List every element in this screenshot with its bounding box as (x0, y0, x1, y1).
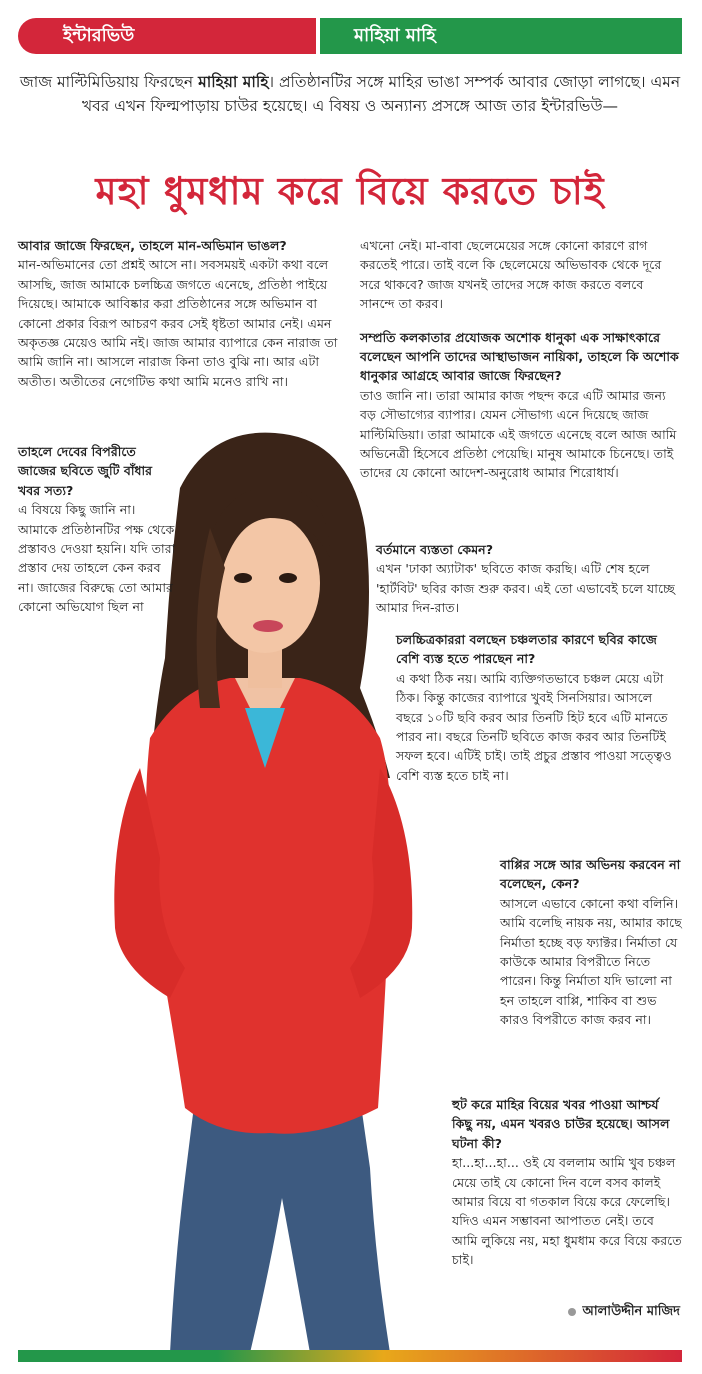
intro-text-2: । প্রতিষ্ঠানটির সঙ্গে মাহির ভাঙা সম্পর্ক আবার জোড়া লাগছে। এমন খবর এখন ফিল্মপাড়ায় চাউর হয়েছে। এ বিষয় ও অন্যান্য প্রসঙ্গে আজ তার ইন্টারভিউ— (81, 73, 681, 115)
question: বর্তমানে ব্যস্ততা কেমন? (376, 542, 494, 557)
answer: এ কথা ঠিক নয়। আমি ব্যক্তিগতভাবে চঞ্চল মেয়ে এটা ঠিক। কিন্তু কাজের ব্যাপারে খুবই সিনসিয়ার। আসলে বছরে ১০টি ছবি করব আর তিনটি হিট হবে এটি মানতে পারব না। বছরে তিনটি ছবিতে কাজ করব আর তিনটিই সফল হবে। এটিই চাই। তাই প্রচুর প্রস্তাব পাওয়া সত্ত্বেও বেশি ব্যস্ত হতে চাই না। (396, 670, 672, 783)
answer: এখনো নেই। মা-বাবা ছেলেমেয়ের সঙ্গে কোনো কারণে রাগ করতেই পারে। তাই বলে কি ছেলেমেয়ে অভিভাবক থেকে দূরে সরে থাকবে? জাজ যখনই তাদের সঙ্গে কাজ করতে বলবে সানন্দে তা করব। (360, 238, 662, 312)
answer: এ বিষয়ে কিছু জানি না। আমাকে প্রতিষ্ঠানটির পক্ষ থেকে প্রস্তাবও দেওয়া হয়নি। যদি তারা প্রস্তাব দেয় তাহলে কেন করব না। জাজের বিরুদ্ধে তো আমার কোনো অভিযোগ ছিল না (18, 502, 176, 615)
right-column-last (452, 1095, 682, 1284)
qa-item (18, 442, 178, 617)
qa-item (500, 855, 682, 1030)
qa-item (452, 1095, 682, 1270)
left-column (18, 236, 348, 405)
intro-text-1: জাজ মাল্টিমিডিয়ায় ফিরছেন (19, 73, 199, 91)
qa-item (376, 540, 682, 618)
question: চলচ্চিত্রকাররা বলছেন চঞ্চলতার কারণে ছবির কাজে বেশি ব্যস্ত হতে পারছেন না? (396, 632, 657, 667)
question: তাহলে দেবের বিপরীতে জাজের ছবিতে জুটি বাঁধার খবর সত্য? (18, 444, 153, 498)
qa-item (18, 236, 348, 391)
question: হুট করে মাহির বিয়ের খবর পাওয়া আশ্চর্য কিছু নয়, এমন খবরও চাউর হয়েছে। আসল ঘটনা কী? (452, 1097, 670, 1151)
headline: মহা ধুমধাম করে বিয়ে করতে চাই (95, 169, 605, 213)
section-banner: ইন্টারভিউ (18, 18, 316, 54)
name-banner: মাহিয়া মাহি (320, 18, 682, 54)
qa-item (360, 328, 682, 483)
answer: এখন 'ঢাকা অ্যাটাক' ছবিতে কাজ করছি। এটি শেষ হলে 'হার্টবিট' ছবির কাজ শুরু করব। এই তো এভাবেই চলে যাচ্ছে আমার দিন-রাত। (376, 561, 675, 616)
intro-name: মাহিয়া মাহি (198, 73, 269, 91)
footer-color-bar (18, 1350, 682, 1362)
qa-item (396, 630, 682, 785)
question: বাপ্পির সঙ্গে আর অভিনয় করবেন না বলেছেন, কেন? (500, 857, 681, 892)
answer: আসলে এভাবে কোনো কথা বলিনি। আমি বলেছি নায়ক নয়, আমার কাছে নির্মাতা হচ্ছে বড় ফ্যাক্টর। নির্মাতা যে কাউকে আমার বিপরীতে নিতে পারেন। কিন্তু নির্মাতা যদি ভালো না হন তাহলে বাপ্পি, শাকিব বা শুভ কারও বিপরীতে কাজ করব না। (500, 895, 682, 1028)
bullet-icon (568, 1308, 576, 1316)
right-column-bottom (500, 855, 682, 1044)
answer: মান-অভিমানের তো প্রশ্নই আসে না। সবসময়ই একটা কথা বলে আসছি, জাজ আমাকে চলচ্চিত্র জগতে এনেছে, প্রতিষ্ঠা পাইয়ে দিয়েছে। আমাকে আবিষ্কার করা প্রতিষ্ঠানের সঙ্গে অভিমান বা কোনো প্রকার বিরূপ আচরণ করব সেই ধৃষ্টতা আমার নেই। এমন অকৃতজ্ঞ মেয়েও আমি নই। জাজ আমার ব্যাপারে কেন নারাজ তা আমি জানি না। আসলে নারাজ কিনা তাও বুঝি না। আর এটা অতীত। অতীতের নেগেটিভ কথা আমি মনেও রাখি না। (18, 257, 338, 389)
byline (568, 1302, 680, 1323)
author-name: আলাউদ্দীন মাজিদ (582, 1304, 680, 1319)
left-column-narrow (18, 442, 178, 631)
intro-paragraph (18, 70, 682, 118)
question: সম্প্রতি কলকাতার প্রযোজক অশোক ধানুকা এক সাক্ষাৎকারে বলেছেন আপনি তাদের আস্থাভাজন নায়িকা, তাহলে কি অশোক ধানুকার আগ্রহে আবার জাজে ফিরছেন? (360, 329, 679, 384)
answer: তাও জানি না। তারা আমার কাজ পছন্দ করে এটি আমার জন্য বড় সৌভাগ্যের ব্যাপার। যেমন সৌভাগ্য এনে দিয়েছে জাজ মাল্টিমিডিয়া। তারা আমাকে এই জগতে এনেছে বলে আজ আমি অভিনেত্রী হিসেবে প্রতিষ্ঠা পেয়েছি। মানুষ আমাকে চিনেছে। তাই তাদের যে কোনো আদেশ-অনুরোধ আমার শিরোধার্য। (360, 387, 677, 481)
qa-item (360, 236, 682, 314)
answer: হা...হা...হা... ওই যে বললাম আমি খুব চঞ্চল মেয়ে তাই যে কোনো দিন বলে বসব কালই আমার বিয়ে বা গতকাল বিয়ে করে ফেলেছি। যদিও এমন সম্ভাবনা আপাতত নেই। তবে আমি লুকিয়ে নয়, মহা ধুমধাম করে বিয়ে করতে চাই। (452, 1155, 682, 1268)
question: আবার জাজে ফিরছেন, তাহলে মান-অভিমান ভাঙল? (18, 238, 287, 253)
right-column-mid (376, 540, 682, 632)
right-column-top (360, 236, 682, 497)
right-column-low (396, 630, 682, 799)
